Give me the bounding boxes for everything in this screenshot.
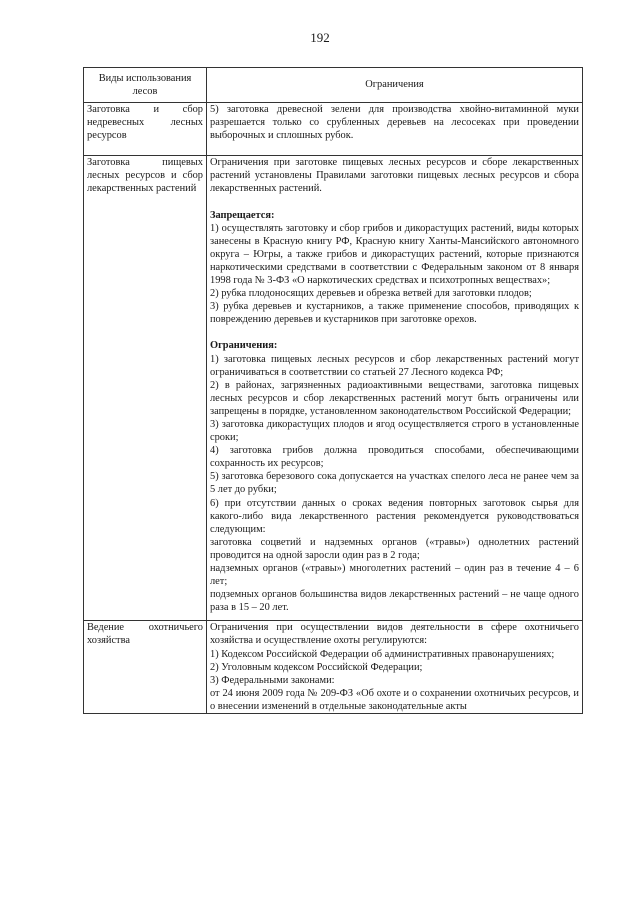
table-row	[84, 621, 583, 714]
row-type-cell: Ведение охотничьего хозяйства	[84, 621, 207, 714]
restriction-item: 6) при отсутствии данных о сроках ведения повторных заготовок сырья для какого-либо вида лекарственного растения рекомендуется руководствоваться следующим:	[210, 497, 579, 535]
page-number: 192	[310, 30, 330, 45]
restriction-item: 3) заготовка дикорастущих плодов и ягод осуществляется строго в установленные сроки;	[210, 418, 579, 444]
restriction-item: 3) Федеральными законами:	[210, 674, 335, 686]
restriction-item: 1) Кодексом Российской Федерации об административных правонарушениях;	[210, 648, 555, 660]
restriction-item: 2) Уголовным кодексом Российской Федерации;	[210, 661, 423, 673]
restriction-item: 5) заготовка древесной зелени для производства хвойно-витаминной муки разрешается только со срубленных деревьев на лесосеках при проведении выборочных и сплошных рубок.	[210, 104, 579, 142]
header-forest-use-type: Виды использования лесов	[84, 68, 207, 103]
row-restrictions-cell	[207, 621, 583, 714]
table-row	[84, 103, 583, 156]
restrictions-table	[83, 67, 583, 714]
table-header-row	[84, 68, 583, 103]
row-type-cell: Заготовка и сбор недревесных лесных ресурсов	[84, 103, 207, 156]
restrictions-title: Ограничения:	[210, 340, 278, 352]
prohibited-item: 3) рубка деревьев и кустарников, а также применение способов, приводящих к повреждению деревьев и кустарников при заготовке орехов.	[210, 301, 579, 326]
header-restrictions: Ограничения	[207, 68, 583, 103]
restriction-item: 1) заготовка пищевых лесных ресурсов и сбор лекарственных растений могут ограничиваться в соответствии со статьей 27 Лесного кодекса РФ;	[210, 353, 579, 378]
row-restrictions-cell	[207, 103, 583, 156]
prohibited-item: 1) осуществлять заготовку и сбор грибов и дикорастущих растений, виды которых занесены в Красную книгу РФ, Красную книгу Ханты-Мансийского автономного округа – Югры, а также грибов и дикорастущих растений, которые признаются наркотическими средствами в соответствии с Федеральным законом от 8 января 1998 года № 3-ФЗ «О наркотических средствах и психотропных веществах»;	[210, 222, 579, 287]
restriction-item: заготовка соцветий и надземных органов («травы») однолетних растений проводится на одной заросли один раз в 2 года;	[210, 536, 579, 561]
restriction-item: 2) в районах, загрязненных радиоактивными веществами, заготовка пищевых лесных ресурсов и сбор лекарственных растений могут быть ограничены или запрещены в порядке, установленном законодательством Российской Федерации;	[210, 379, 579, 417]
restriction-item: Ограничения при осуществлении видов деятельности в сфере охотничьего хозяйства и осуществление охоты регулируются:	[210, 622, 579, 647]
restriction-item: подземных органов большинства видов лекарственных растений – не чаще одного раза в 15 – 20 лет.	[210, 589, 579, 614]
restriction-item: от 24 июня 2009 года № 209-ФЗ «Об охоте и о сохранении охотничьих ресурсов, и о внесении изменений в отдельные законодательные акты	[210, 687, 579, 712]
prohibited-item: 2) рубка плодоносящих деревьев и обрезка ветвей для заготовки плодов;	[210, 288, 532, 300]
row-restrictions-cell	[207, 156, 583, 621]
prohibited-title: Запрещается:	[210, 209, 275, 221]
row-type-cell: Заготовка пищевых лесных ресурсов и сбор лекарственных растений	[84, 156, 207, 621]
restriction-item: надземных органов («травы») многолетних растений – один раз в течение 4 – 6 лет;	[210, 563, 579, 588]
intro-paragraph: Ограничения при заготовке пищевых лесных ресурсов и сборе лекарственных растений установлены Правилами заготовки пищевых лесных ресурсов и сбора лекарственных растений.	[210, 157, 579, 195]
restriction-item: 5) заготовка березового сока допускается на участках спелого леса не ранее чем за 5 лет до рубки;	[210, 471, 579, 496]
restriction-item: 4) заготовка грибов должна проводиться способами, обеспечивающими сохранность их ресурсов;	[210, 445, 579, 470]
table-row	[84, 156, 583, 621]
